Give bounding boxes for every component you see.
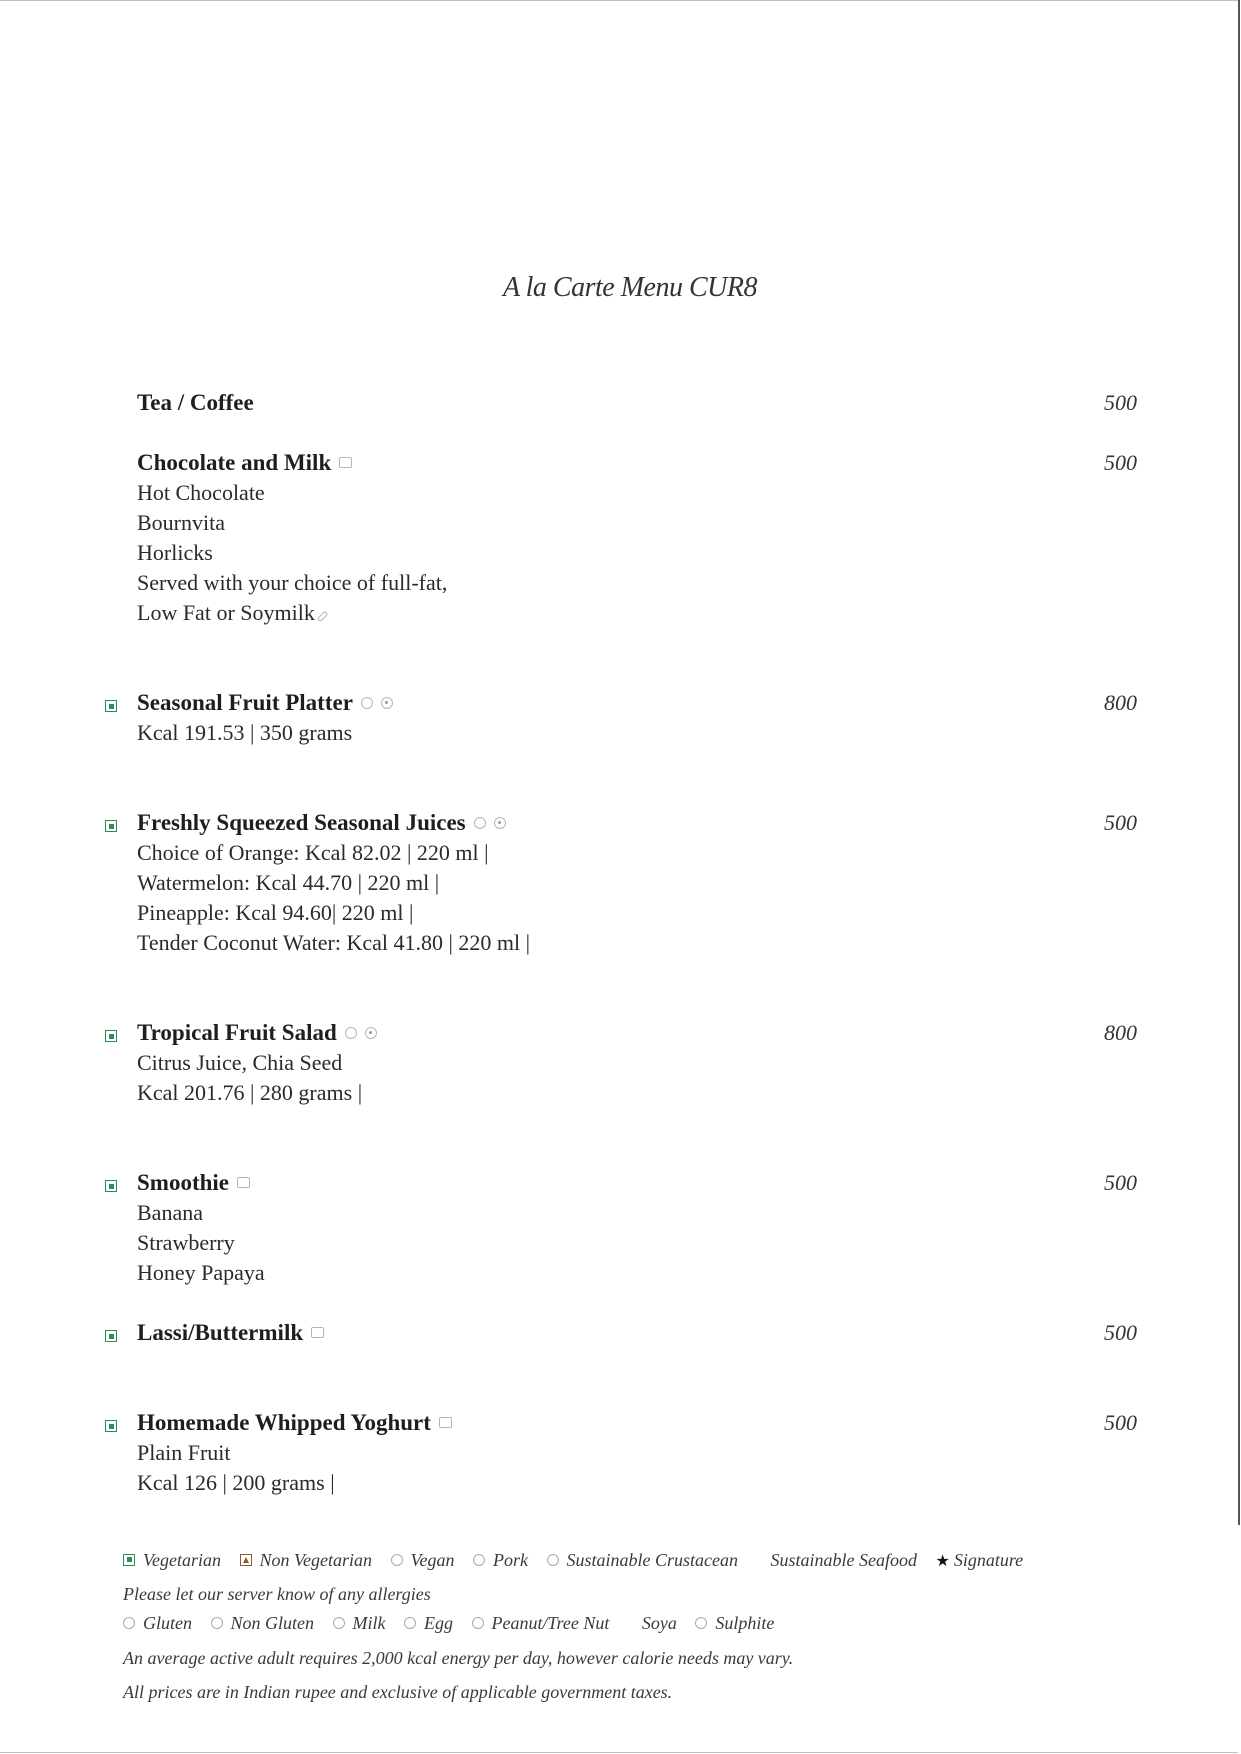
legend-label: Gluten <box>143 1613 192 1633</box>
legend-label: Vegan <box>410 1550 455 1570</box>
vegetarian-icon <box>105 700 117 712</box>
item-price: 500 <box>1104 1320 1137 1345</box>
legend-label: Signature <box>953 1550 1024 1570</box>
item-price: 500 <box>1104 1170 1137 1195</box>
item-line: Kcal 126 | 200 grams | <box>137 1470 335 1495</box>
price-note: All prices are in Indian rupee and exclusive of applicable government taxes. <box>123 1682 673 1702</box>
item-name: Chocolate and Milk <box>137 450 332 475</box>
allergen-legend <box>123 1613 774 1634</box>
item-line: Choice of Orange: Kcal 82.02 | 220 ml | <box>137 840 489 865</box>
vegan-icon <box>474 817 486 829</box>
legend-label: Soya <box>641 1613 677 1633</box>
non-vegetarian-icon <box>240 1554 252 1566</box>
gluten-icon <box>317 611 328 622</box>
vegetarian-icon <box>105 1030 117 1042</box>
vegan-icon <box>345 1027 357 1039</box>
menu-item-chocolate-milk <box>137 448 1137 628</box>
menu-item-fruit-salad <box>137 1018 1137 1108</box>
item-line: Pineapple: Kcal 94.60| 220 ml | <box>137 900 414 925</box>
milk-icon <box>339 457 352 468</box>
item-line: Honey Papaya <box>137 1260 265 1285</box>
energy-note: An average active adult requires 2,000 kcal energy per day, however calorie needs may vary. <box>123 1648 794 1668</box>
crustacean-icon <box>547 1554 559 1566</box>
item-price: 500 <box>1104 450 1137 475</box>
allergy-note: Please let our server know of any allergies <box>123 1584 431 1604</box>
vegetarian-icon <box>123 1554 135 1566</box>
gluten-icon <box>123 1617 135 1629</box>
menu-item-yoghurt <box>137 1408 1137 1498</box>
item-price: 500 <box>1104 390 1137 415</box>
item-line: Strawberry <box>137 1230 235 1255</box>
item-line: Kcal 191.53 | 350 grams <box>137 720 353 745</box>
peanut-icon <box>472 1617 484 1629</box>
item-line: Kcal 201.76 | 280 grams | <box>137 1080 363 1105</box>
non-gluten-icon <box>211 1617 223 1629</box>
item-price: 500 <box>1104 1410 1137 1435</box>
item-price: 800 <box>1104 1020 1137 1045</box>
milk-icon <box>311 1327 324 1338</box>
legend-label: Egg <box>424 1613 453 1633</box>
milk-icon <box>439 1417 452 1428</box>
item-line: Hot Chocolate <box>137 480 265 505</box>
milk-icon <box>333 1617 345 1629</box>
vegetarian-icon <box>105 1180 117 1192</box>
item-name: Homemade Whipped Yoghurt <box>137 1410 431 1435</box>
item-name: Tea / Coffee <box>137 390 254 415</box>
item-line: Banana <box>137 1200 203 1225</box>
item-line: Bournvita <box>137 510 225 535</box>
vegetarian-icon <box>105 1420 117 1432</box>
vegan-icon <box>391 1554 403 1566</box>
legend-label: Sustainable Crustacean <box>566 1550 738 1570</box>
legend-label: Sulphite <box>715 1613 775 1633</box>
menu-title: A la Carte Menu CUR8 <box>503 272 757 303</box>
item-name: Freshly Squeezed Seasonal Juices <box>137 810 466 835</box>
item-line: Served with your choice of full-fat, <box>137 570 448 595</box>
menu-item-fruit-platter <box>137 688 1137 748</box>
legend-label: Non Gluten <box>230 1613 314 1633</box>
legend-label: Peanut/Tree Nut <box>491 1613 610 1633</box>
star-icon: ★ <box>935 1553 950 1570</box>
pork-icon <box>473 1554 485 1566</box>
legend-label: Vegetarian <box>143 1550 221 1570</box>
item-line: Low Fat or Soymilk <box>137 600 315 625</box>
item-price: 800 <box>1104 690 1137 715</box>
vegan-icon <box>361 697 373 709</box>
vegetarian-icon <box>105 1330 117 1342</box>
legend-label: Sustainable Seafood <box>770 1550 917 1570</box>
item-line: Citrus Juice, Chia Seed <box>137 1050 343 1075</box>
dietary-legend <box>123 1550 1023 1571</box>
menu-item-tea-coffee <box>137 388 1137 418</box>
item-price: 500 <box>1104 810 1137 835</box>
non-gluten-icon <box>365 1027 377 1039</box>
non-gluten-icon <box>494 817 506 829</box>
item-line: Plain Fruit <box>137 1440 231 1465</box>
menu-item-smoothie <box>137 1168 1137 1288</box>
menu-item-lassi <box>137 1318 1137 1348</box>
item-line: Tender Coconut Water: Kcal 41.80 | 220 ml | <box>137 930 531 955</box>
egg-icon <box>404 1617 416 1629</box>
item-name: Smoothie <box>137 1170 229 1195</box>
item-name: Seasonal Fruit Platter <box>137 690 353 715</box>
legend-label: Non Vegetarian <box>259 1550 372 1570</box>
menu-item-juices <box>137 808 1137 958</box>
item-name: Lassi/Buttermilk <box>137 1320 304 1345</box>
sulphite-icon <box>695 1617 707 1629</box>
vegetarian-icon <box>105 820 117 832</box>
non-gluten-icon <box>381 697 393 709</box>
page-edge <box>1238 0 1240 1525</box>
legend-label: Pork <box>493 1550 528 1570</box>
item-line: Horlicks <box>137 540 213 565</box>
item-line: Watermelon: Kcal 44.70 | 220 ml | <box>137 870 440 895</box>
legend-label: Milk <box>352 1613 386 1633</box>
item-name: Tropical Fruit Salad <box>137 1020 337 1045</box>
milk-icon <box>237 1177 250 1188</box>
